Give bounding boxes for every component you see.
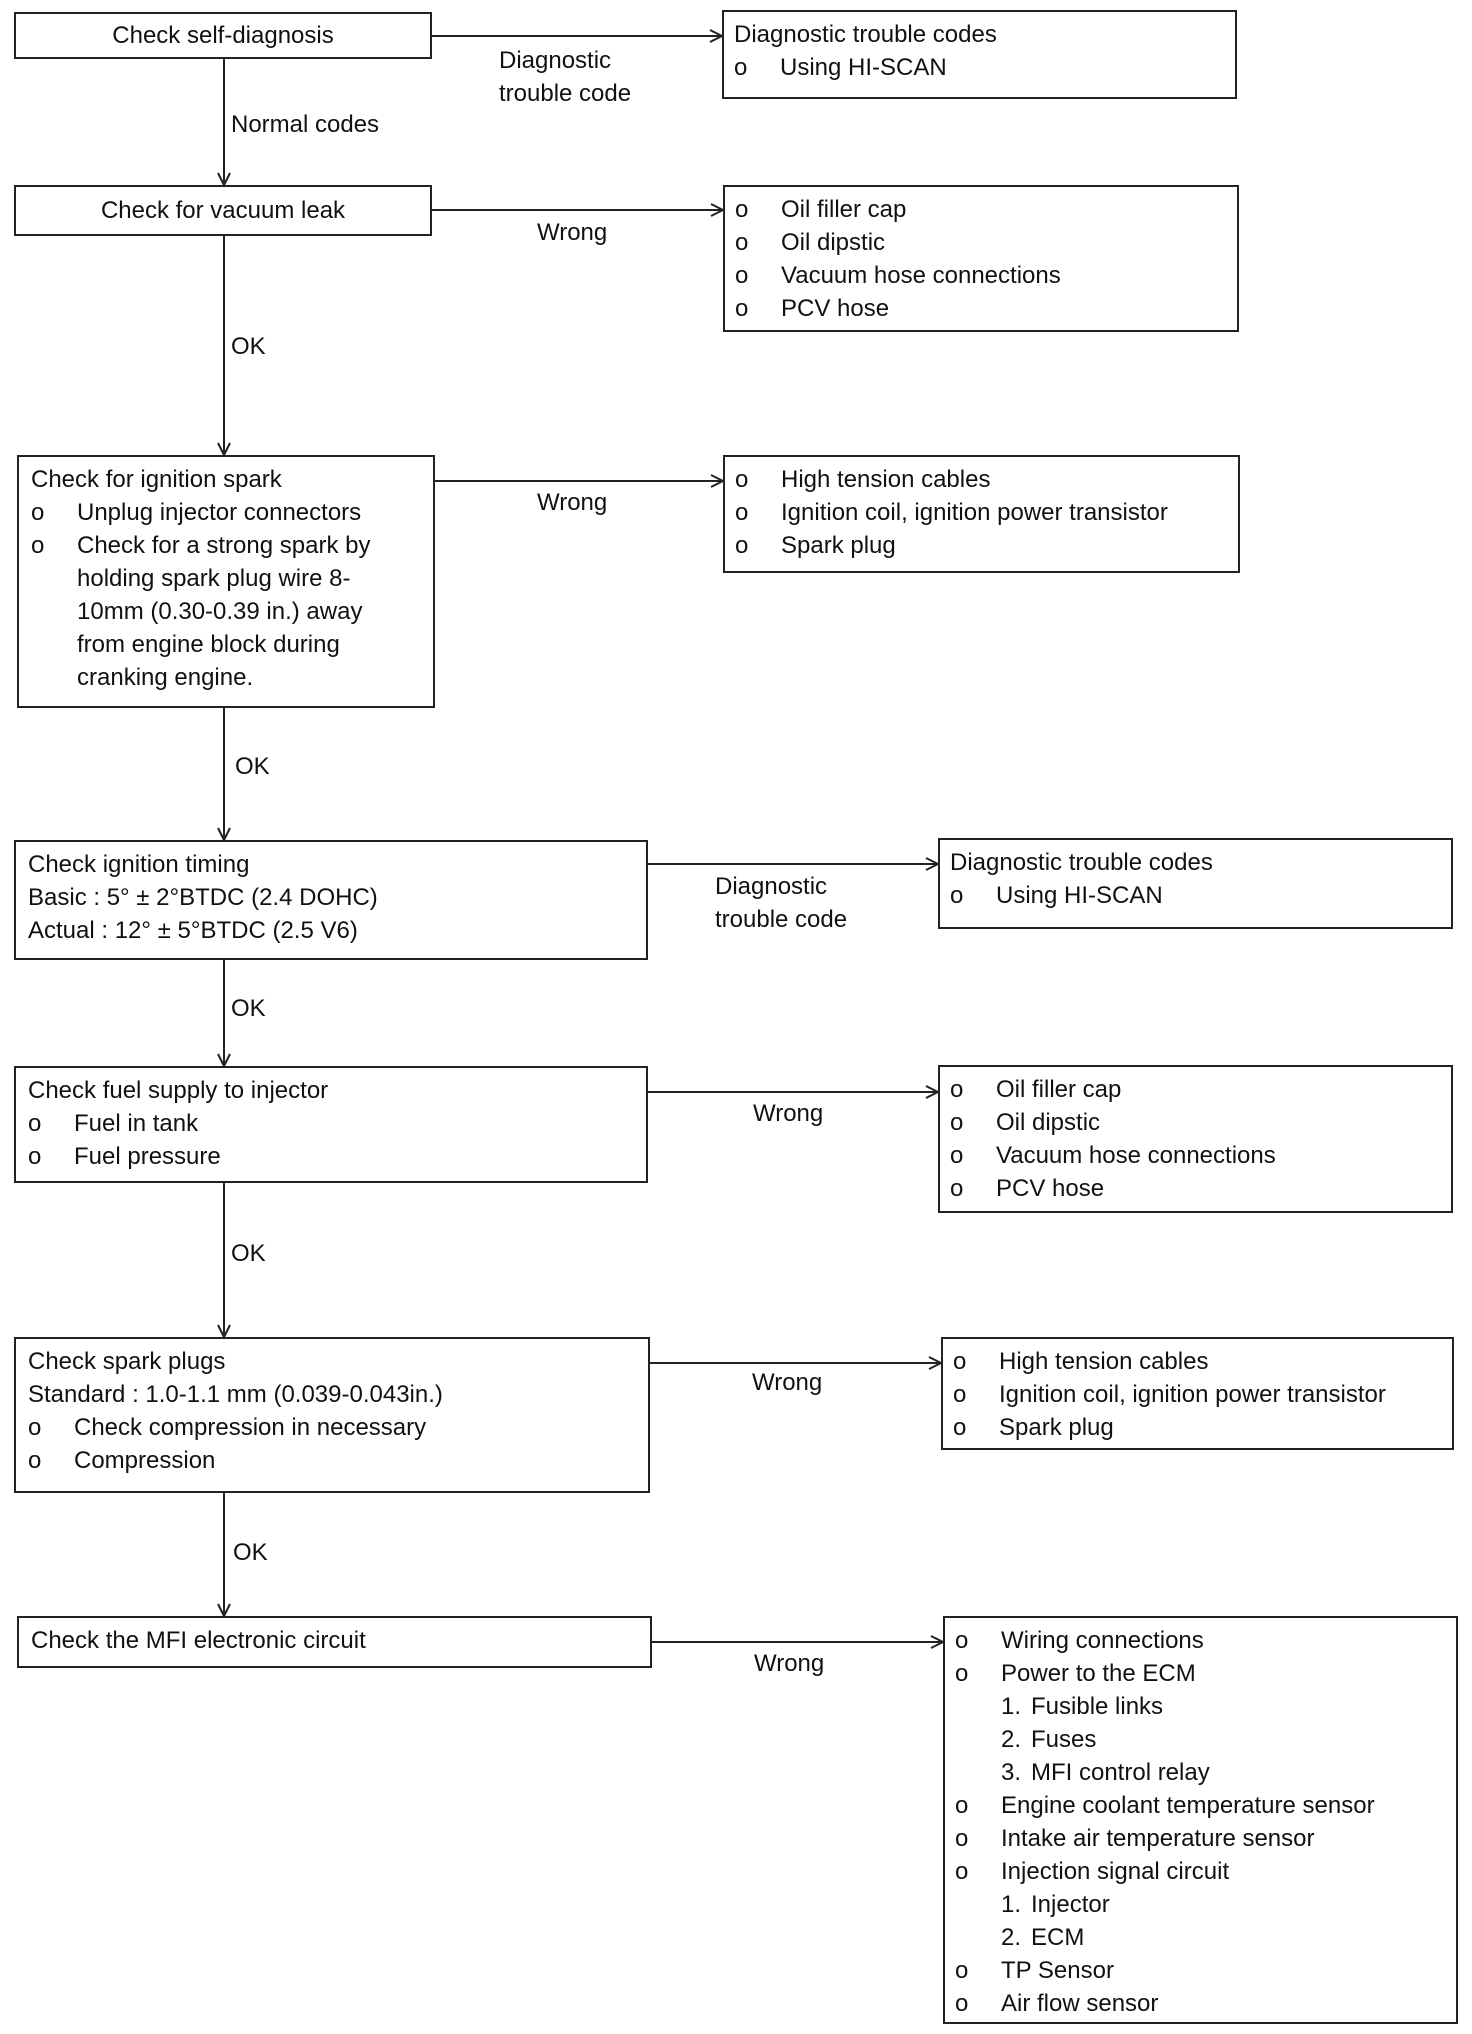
text: Diagnostic trouble codes xyxy=(950,849,1213,876)
result-box xyxy=(941,1337,1454,1450)
branch-label-line: Wrong xyxy=(537,489,608,516)
text-line xyxy=(955,1855,1444,1888)
text-line xyxy=(950,1172,1439,1205)
text-line xyxy=(28,848,634,881)
branch-label xyxy=(537,486,607,519)
text: Injection signal circuit xyxy=(1001,1858,1230,1885)
item-number: 2. xyxy=(1001,1924,1022,1951)
bullet: o xyxy=(955,1990,969,2017)
text-line xyxy=(735,193,1225,226)
text: Check compression in necessary xyxy=(74,1414,427,1441)
text-line xyxy=(28,1444,636,1477)
down-label: OK xyxy=(231,333,266,360)
text: Check ignition timing xyxy=(28,851,250,878)
text: Basic : 5° ± 2°BTDC (2.4 DOHC) xyxy=(28,884,378,911)
text-line xyxy=(955,1921,1444,1954)
text-line xyxy=(950,1073,1439,1106)
text-line xyxy=(955,1987,1444,2020)
bullet: o xyxy=(28,1414,42,1441)
text: High tension cables xyxy=(781,466,991,493)
text-line xyxy=(955,1954,1444,1987)
bullet: o xyxy=(953,1381,967,1408)
branch-label-line: Wrong xyxy=(537,219,608,246)
text-line xyxy=(950,846,1439,879)
bullet: o xyxy=(735,466,749,493)
bullet: o xyxy=(953,1414,967,1441)
branch-label xyxy=(537,216,607,249)
bullet: o xyxy=(950,1142,964,1169)
branch-label-line: Diagnostic xyxy=(499,47,612,74)
text: MFI control relay xyxy=(1031,1759,1210,1786)
text: from engine block during xyxy=(77,631,340,658)
text: Intake air temperature sensor xyxy=(1001,1825,1315,1852)
text-line xyxy=(735,292,1225,325)
bullet: o xyxy=(735,499,749,526)
bullet: o xyxy=(950,882,964,909)
bullet: o xyxy=(735,262,749,289)
text-line xyxy=(112,19,333,52)
text-line xyxy=(31,529,421,562)
branch-label-line: trouble code xyxy=(715,906,848,933)
text: Oil filler cap xyxy=(781,196,907,223)
text: 10mm (0.30-0.39 in.) away xyxy=(77,598,363,625)
check-step-box xyxy=(14,1337,650,1493)
down-label: Normal codes xyxy=(231,111,380,138)
bullet: o xyxy=(735,295,749,322)
result-box xyxy=(938,1065,1453,1213)
text-line xyxy=(735,529,1226,562)
result-box xyxy=(943,1616,1458,2024)
check-step-box xyxy=(14,185,432,236)
text-line xyxy=(955,1690,1444,1723)
check-step-box xyxy=(14,12,432,59)
bullet: o xyxy=(950,1175,964,1202)
text-line xyxy=(28,1107,634,1140)
branch-label xyxy=(754,1647,824,1680)
text: Using HI-SCAN xyxy=(780,54,947,81)
text-line xyxy=(955,1723,1444,1756)
bullet: o xyxy=(950,1109,964,1136)
text: ECM xyxy=(1031,1924,1085,1951)
text-line xyxy=(735,259,1225,292)
bullet: o xyxy=(31,532,45,559)
bullet: o xyxy=(28,1447,42,1474)
check-step-box xyxy=(14,840,648,960)
text-line xyxy=(28,1140,634,1173)
item-number: 1. xyxy=(1001,1693,1022,1720)
text: holding spark plug wire 8- xyxy=(77,565,351,592)
bullet: o xyxy=(955,1825,969,1852)
text: Power to the ECM xyxy=(1001,1660,1196,1687)
bullet: o xyxy=(735,229,749,256)
text-line xyxy=(953,1378,1440,1411)
text: Vacuum hose connections xyxy=(781,262,1061,289)
text: Check for ignition spark xyxy=(31,466,282,493)
text: Spark plug xyxy=(781,532,896,559)
bullet: o xyxy=(735,196,749,223)
bullet: o xyxy=(31,499,45,526)
text-line xyxy=(31,661,421,694)
result-box xyxy=(722,10,1237,99)
text-line xyxy=(950,1106,1439,1139)
bullet: o xyxy=(950,1076,964,1103)
branch-label-line: Diagnostic xyxy=(715,873,828,900)
text-line xyxy=(28,881,634,914)
text-line xyxy=(101,194,345,227)
text: Check fuel supply to injector xyxy=(28,1077,329,1104)
branch-label-line: Wrong xyxy=(753,1100,824,1127)
bullet: o xyxy=(734,54,748,81)
step-text xyxy=(101,194,345,227)
text: Check for vacuum leak xyxy=(100,197,346,224)
text: Oil dipstic xyxy=(781,229,886,256)
text: Standard : 1.0-1.1 mm (0.039-0.043in.) xyxy=(28,1381,443,1408)
text-line xyxy=(955,1624,1444,1657)
text-line xyxy=(734,51,1223,84)
text-line xyxy=(953,1411,1440,1444)
text-line xyxy=(31,463,421,496)
item-number: 2. xyxy=(1001,1726,1022,1753)
text-line xyxy=(31,628,421,661)
text: Check for a strong spark by xyxy=(77,532,371,559)
text-line xyxy=(955,1789,1444,1822)
text-line xyxy=(735,226,1225,259)
bullet: o xyxy=(955,1957,969,1984)
text: TP Sensor xyxy=(1001,1957,1114,1984)
text: Ignition coil, ignition power transistor xyxy=(781,499,1168,526)
result-box xyxy=(723,455,1240,573)
step-text xyxy=(112,19,333,52)
text-line xyxy=(955,1657,1444,1690)
text: Check self-diagnosis xyxy=(112,22,334,49)
text-line xyxy=(950,879,1439,912)
item-number: 3. xyxy=(1001,1759,1022,1786)
down-label: OK xyxy=(231,1240,266,1267)
text-line xyxy=(28,1345,636,1378)
text-line xyxy=(31,562,421,595)
text: Fuses xyxy=(1031,1726,1097,1753)
text: Engine coolant temperature sensor xyxy=(1001,1792,1375,1819)
text: Ignition coil, ignition power transistor xyxy=(999,1381,1386,1408)
down-label: OK xyxy=(235,753,270,780)
check-step-box xyxy=(14,1066,648,1183)
text: Oil dipstic xyxy=(996,1109,1101,1136)
branch-label-line: Wrong xyxy=(754,1650,825,1677)
text: Air flow sensor xyxy=(1001,1990,1159,2017)
bullet: o xyxy=(28,1143,42,1170)
text: Diagnostic trouble codes xyxy=(734,21,997,48)
text: Wiring connections xyxy=(1001,1627,1204,1654)
text-line xyxy=(734,18,1223,51)
bullet: o xyxy=(735,532,749,559)
text: Compression xyxy=(74,1447,216,1474)
bullet: o xyxy=(955,1858,969,1885)
bullet: o xyxy=(28,1110,42,1137)
text: High tension cables xyxy=(999,1348,1209,1375)
text: Using HI-SCAN xyxy=(996,882,1163,909)
text: Injector xyxy=(1031,1891,1110,1918)
check-step-box xyxy=(17,1616,652,1668)
text-line xyxy=(28,1378,636,1411)
branch-label-line: trouble code xyxy=(499,80,632,107)
item-number: 1. xyxy=(1001,1891,1022,1918)
branch-label xyxy=(715,870,847,936)
text-line xyxy=(31,1624,638,1657)
text: Oil filler cap xyxy=(996,1076,1122,1103)
text: Check the MFI electronic circuit xyxy=(31,1627,366,1654)
text-line xyxy=(953,1345,1440,1378)
branch-label xyxy=(753,1097,823,1130)
text-line xyxy=(31,595,421,628)
text-line xyxy=(28,1074,634,1107)
text-line xyxy=(955,1756,1444,1789)
branch-label xyxy=(752,1366,822,1399)
bullet: o xyxy=(953,1348,967,1375)
down-label: OK xyxy=(231,995,266,1022)
text-line xyxy=(28,914,634,947)
text: Spark plug xyxy=(999,1414,1114,1441)
bullet: o xyxy=(955,1660,969,1687)
text-line xyxy=(955,1822,1444,1855)
text: PCV hose xyxy=(781,295,890,322)
check-step-box xyxy=(17,455,435,708)
branch-label-line: Wrong xyxy=(752,1369,823,1396)
text-line xyxy=(950,1139,1439,1172)
text-line xyxy=(735,496,1226,529)
text: Fusible links xyxy=(1031,1693,1164,1720)
text: Actual : 12° ± 5°BTDC (2.5 V6) xyxy=(28,917,358,944)
text: Check spark plugs xyxy=(28,1348,226,1375)
text: Unplug injector connectors xyxy=(77,499,362,526)
bullet: o xyxy=(955,1792,969,1819)
bullet: o xyxy=(955,1627,969,1654)
text: Fuel pressure xyxy=(74,1143,221,1170)
text: Vacuum hose connections xyxy=(996,1142,1276,1169)
text: cranking engine. xyxy=(77,664,254,691)
result-box xyxy=(723,185,1239,332)
text: PCV hose xyxy=(996,1175,1105,1202)
text-line xyxy=(735,463,1226,496)
text-line xyxy=(955,1888,1444,1921)
branch-label xyxy=(499,44,631,110)
text: Fuel in tank xyxy=(74,1110,199,1137)
down-label: OK xyxy=(233,1539,268,1566)
result-box xyxy=(938,838,1453,929)
text-line xyxy=(31,496,421,529)
text-line xyxy=(28,1411,636,1444)
